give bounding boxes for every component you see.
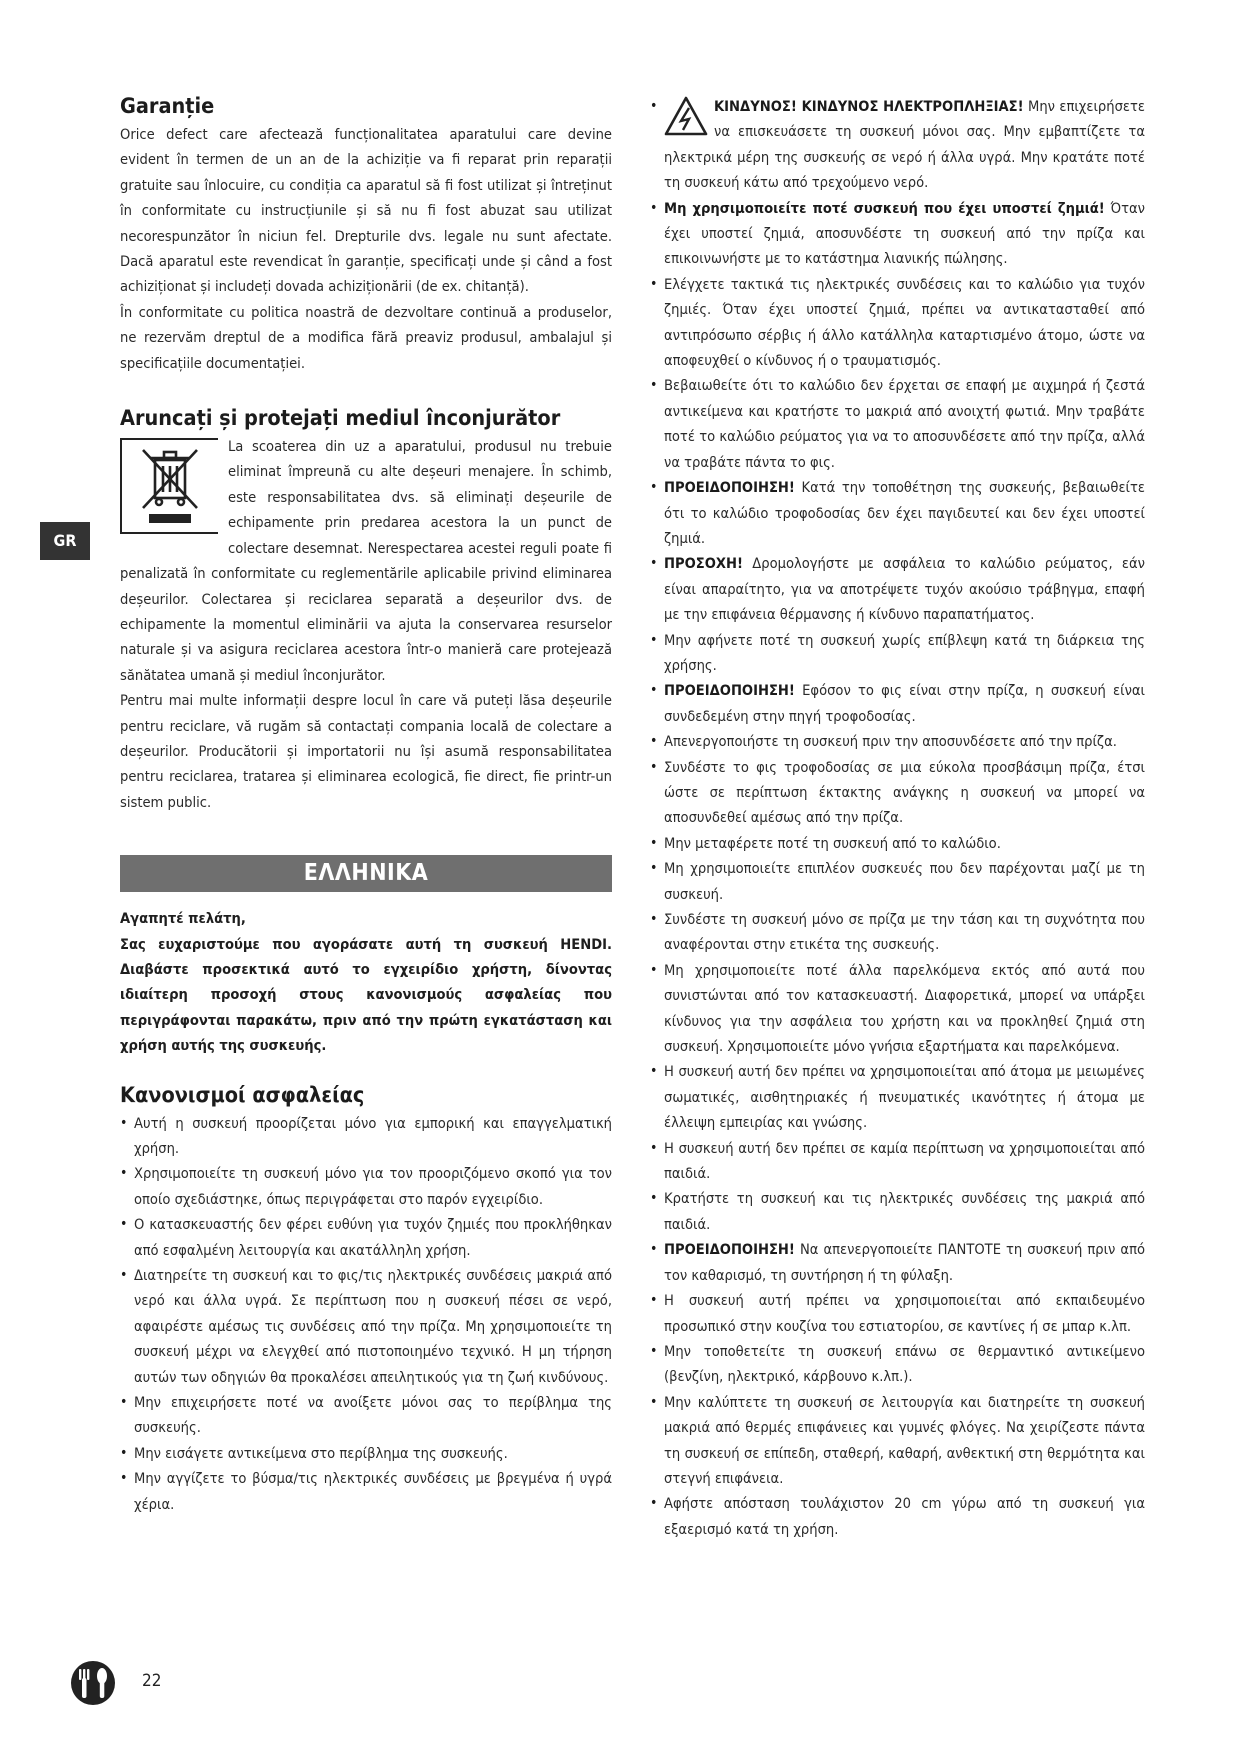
item-text: Να απενεργοποιείτε ΠΑΝΤΟΤΕ τη συσκευή πριν από τον καθαρισμό, τη συντήρηση ή τη φύλαξη. (664, 1241, 1145, 1284)
list-item (650, 1237, 1145, 1288)
item-text: Μη χρησιμοποιείτε επιπλέον συσκευές που δεν παρέχονται μαζί με τη συσκευή. (664, 860, 1145, 903)
language-tab: GR (40, 522, 90, 560)
item-text: Μην αφήνετε ποτέ τη συσκευή χωρίς επίβλεψη κατά τη διάρκεια της χρήσης. (664, 631, 1145, 674)
list-item: • Αυτή η συσκευή προορίζεται μόνο για εμπορική και επαγγελματική χρήση. (120, 1111, 612, 1162)
item-text: Μην μεταφέρετε ποτέ τη συσκευή από το καλώδιο. (664, 834, 1001, 852)
list-item (650, 1136, 1145, 1187)
list-item-danger (650, 94, 1145, 196)
item-text: Μην καλύπτετε τη συσκευή σε λειτουργία και διατηρείτε τη συσκευή μακριά από θερμές επιφάνειες και γυμνές φλόγες. Να χειρίζεστε πάντα τη συσκευή σε επίπεδη, σταθερή, καθαρή, ανθεκτική στη θερμότητα και στεγνή επιφάνεια. (664, 1393, 1145, 1487)
item-text: Μη χρησιμοποιείτε ποτέ άλλα παρελκόμενα εκτός από αυτά που συνιστώνται από τον κατασκευαστή. Διαφορετικά, μπορεί να υπάρξει κίνδυνος για την ασφάλεια του χρήστη και να προκληθεί ζημιά στη συσκευή. Χρησιμοποιείτε μόνο γνήσια εξαρτήματα και παρελκόμενα. (664, 961, 1145, 1056)
item-text: Η συσκευή αυτή πρέπει να χρησιμοποιείται από εκπαιδευμένο προσωπικό στην κουζίνα του εστιατορίου, σε καντίνες ή σε μπαρ κ.λπ. (664, 1292, 1145, 1335)
language-section-header: ΕΛΛΗΝΙΚΑ (120, 855, 612, 892)
list-item (650, 678, 1145, 729)
list-item (650, 1288, 1145, 1339)
crossed-out-bin-icon (120, 438, 218, 534)
item-lead: ΠΡΟΣΟΧΗ! (664, 555, 743, 573)
list-item (650, 831, 1145, 856)
list-item: • Ο κατασκευαστής δεν φέρει ευθύνη για τυχόν ζημιές που προκλήθηκαν από εσφαλμένη λειτουργία και ακατάλληλη χρήση. (120, 1212, 612, 1263)
list-item (650, 475, 1145, 551)
item-text: Εφόσον το φις είναι στην πρίζα, η συσκευή είναι συνδεδεμένη στην πηγή τροφοδοσίας. (664, 682, 1145, 725)
item-text: Βεβαιωθείτε ότι το καλώδιο δεν έρχεται σε επαφή με αιχμηρά ή ζεστά αντικείμενα και κρατήστε το μακριά από ανοιχτή φωτιά. Μην τραβάτε ποτέ το καλώδιο ρεύματος για να το αποσυνδέσετε από την πρίζα, αλλά να τραβάτε πάντα το φις. (664, 377, 1145, 471)
greeting: Αγαπητέ πελάτη, (120, 910, 246, 928)
right-column (650, 94, 1145, 1542)
item-lead: ΠΡΟΕΙΔΟΠΟΙΗΣΗ! (664, 479, 795, 497)
item-text: Η συσκευή αυτή δεν πρέπει σε καμία περίπτωση να χρησιμοποιείται από παιδιά. (664, 1139, 1145, 1183)
warranty-heading: Garanție (120, 94, 215, 119)
list-item (650, 729, 1145, 754)
warranty-paragraph-1: Orice defect care afectează funcționalitatea aparatului care devine evident în termen de un an de la achiziție va fi reparat prin reparații gratuite sau înlocuire, cu condiția ca aparatul să fi fost utilizat și întreținut în conformitate cu instrucțiunile și să nu fi fost abuzat sau utilizat necorespunzător în niciun fel. Drepturile dvs. legale nu sunt afectate. Dacă aparatul este revendicat în garanție, specificați unde și când a fost achiziționat și includeți dovada achiziționării (de ex. chitanță). (120, 126, 612, 296)
intro-paragraph: Σας ευχαριστούμε που αγοράσατε αυτή τη συσκευή HENDI. Διαβάστε προσεκτικά αυτό το εγχειρίδιο χρήστη, δίνοντας ιδιαίτερη προσοχή στους κανονισμούς ασφαλείας που περιγράφονται παρακάτω, πριν από την πρώτη εγκατάσταση και χρήση αυτής της συσκευής. (120, 935, 612, 1055)
electric-hazard-warning-icon (664, 96, 708, 136)
list-item (650, 958, 1145, 1060)
item-text: Αφήστε απόσταση τουλάχιστον 20 cm γύρω από τη συσκευή για εξαερισμό κατά τη χρήση. (664, 1495, 1145, 1538)
list-item (650, 628, 1145, 679)
environment-heading: Aruncați și protejați mediul înconjurător (120, 406, 561, 432)
environment-paragraph-2: Pentru mai multe informații despre locul în care vă puteți lăsa deșeurile pentru reciclare, vă rugăm să contactați compania locală de colectare a deșeurilor. Producătorii și importatorii nu își asumă responsabilitatea pentru reciclarea, tratarea și eliminarea ecologică, fie direct, fie printr-un sistem public. (120, 692, 612, 811)
list-item (650, 551, 1145, 627)
item-lead: ΠΡΟΕΙΔΟΠΟΙΗΣΗ! (664, 682, 795, 700)
list-item (650, 856, 1145, 907)
item-text: Συνδέστε το φις τροφοδοσίας σε μια εύκολα προσβάσιμη πρίζα, έτσι ώστε σε περίπτωση έκτακτης ανάγκης η συσκευή να μπορεί να αποσυνδεθεί αμέσως από την πρίζα. (664, 758, 1145, 827)
hendi-cutlery-logo-icon (70, 1660, 116, 1706)
safety-heading: Κανονισμοί ασφαλείας (120, 1082, 365, 1108)
warranty-paragraph-2: În conformitate cu politica noastră de dezvoltare continuă a produselor, ne rezervăm dreptul de a modifica fără preaviz produsul, ambalajul și specificațiile documentației. (120, 303, 612, 372)
item-text: Ελέγχετε τακτικά τις ηλεκτρικές συνδέσεις και το καλώδιο για τυχόν ζημιές. Όταν έχει υποστεί ζημιά, πρέπει να αντικατασταθεί από αντιπρόσωπο σέρβις ή άλλο κατάλληλα καταρτισμένο άτομο, ώστε να αποφευχθεί ο κίνδυνος ή ο τραυματισμός. (664, 275, 1145, 370)
item-text: Μην τοποθετείτε τη συσκευή επάνω σε θερμαντικό αντικείμενο (βενζίνη, ηλεκτρικό, κάρβουνο κ.λπ.). (664, 1342, 1145, 1386)
list-item: • Μην αγγίζετε το βύσμα/τις ηλεκτρικές συνδέσεις με βρεγμένα ή υγρά χέρια. (120, 1466, 612, 1517)
danger-text: Μην επιχειρήσετε να επισκευάσετε τη συσκευή μόνοι σας. Μην εμβαπτίζετε τα ηλεκτρικά μέρη της συσκευής σε νερό ή άλλα υγρά. Μην κρατάτε ποτέ τη συσκευή κάτω από τρεχούμενο νερό. (664, 98, 1145, 192)
list-item (650, 272, 1145, 374)
item-text: Η συσκευή αυτή δεν πρέπει να χρησιμοποιείται από άτομα με μειωμένες σωματικές, αισθητηριακές ή πνευματικές ικανότητες ή άτομα με έλλειψη εμπειρίας και γνώσης. (664, 1063, 1145, 1132)
safety-list-left (120, 1111, 612, 1518)
item-lead: ΠΡΟΕΙΔΟΠΟΙΗΣΗ! (664, 1241, 795, 1259)
item-text: Κρατήστε τη συσκευή και τις ηλεκτρικές συνδέσεις της μακριά από παιδιά. (664, 1190, 1145, 1233)
item-text: Δρομολογήστε με ασφάλεια το καλώδιο ρεύματος, εάν είναι απαραίτητο, για να αποτρέψετε τυχόν ακούσιο τράβηγμα, επαφή με την επιφάνεια θέρμανσης ή κίνδυνο παραπατήματος. (664, 555, 1145, 624)
page-number: 22 (142, 1671, 162, 1691)
list-item: • Μην επιχειρήσετε ποτέ να ανοίξετε μόνοι σας το περίβλημα της συσκευής. (120, 1390, 612, 1441)
list-item (650, 1186, 1145, 1237)
item-text: Συνδέστε τη συσκευή μόνο σε πρίζα με την τάση και τη συχνότητα που αναφέρονται στην ετικέτα της συσκευής. (664, 911, 1145, 954)
list-item (650, 373, 1145, 475)
left-column (120, 94, 612, 1517)
list-item (650, 1339, 1145, 1390)
danger-lead: ΚΙΝΔΥΝΟΣ! ΚΙΝΔΥΝΟΣ ΗΛΕΚΤΡΟΠΛΗΞΙΑΣ! (714, 98, 1024, 115)
item-text: Όταν έχει υποστεί ζημιά, αποσυνδέστε τη συσκευή από την πρίζα και επικοινωνήστε με το κατάστημα λιανικής πώλησης. (664, 199, 1145, 268)
list-item: • Διατηρείτε τη συσκευή και το φις/τις ηλεκτρικές συνδέσεις μακριά από νερό και άλλα υγρά. Σε περίπτωση που η συσκευή πέσει σε νερό, αφαιρέστε αμέσως τις συνδέσεις από την πρίζα. Μη χρησιμοποιείτε τη συσκευή μέχρι να ελεγχθεί από πιστοποιημένο τεχνικό. Η μη τήρηση αυτών των οδηγιών θα προκαλέσει απειλητικούς για τη ζωή κινδύνους. (120, 1263, 612, 1390)
list-item (650, 1059, 1145, 1135)
list-item: • Μην εισάγετε αντικείμενα στο περίβλημα της συσκευής. (120, 1441, 612, 1466)
safety-list-right (650, 94, 1145, 1542)
list-item (650, 1491, 1145, 1542)
item-lead: Μη χρησιμοποιείτε ποτέ συσκευή που έχει υποστεί ζημιά! (664, 199, 1105, 217)
item-text: Κατά την τοποθέτηση της συσκευής, βεβαιωθείτε ότι το καλώδιο τροφοδοσίας δεν έχει παγιδευτεί και δεν έχει υποστεί ζημιά. (664, 479, 1145, 547)
list-item (650, 196, 1145, 272)
list-item (650, 1390, 1145, 1492)
list-item: • Χρησιμοποιείτε τη συσκευή μόνο για τον προοριζόμενο σκοπό για τον οποίο σχεδιάστηκε, όπως περιγράφεται στο παρόν εγχειρίδιο. (120, 1161, 612, 1212)
environment-section (120, 434, 612, 815)
list-item (650, 755, 1145, 831)
environment-paragraph-1: La scoaterea din uz a aparatului, produsul nu trebuie eliminat împreună cu alte deșeuri menajere. În schimb, este responsabilitatea dvs. să eliminați deșeurile de echipamente prin predarea acestora la un punct de colectare desemnat. Nerespectarea acestei reguli poate fi penalizată în conformitate cu reglementările aplicabile privind eliminarea deșeurilor. Colectarea și reciclarea separată a deșeurilor dvs. de echipamente la momentul eliminării va ajuta la conservarea resurselor naturale și va asigura reciclarea acestora într-o manieră care protejează sănătatea umană și mediul înconjurător. (120, 438, 612, 684)
list-item (650, 907, 1145, 958)
item-text: Απενεργοποιήστε τη συσκευή πριν την αποσυνδέσετε από την πρίζα. (664, 733, 1117, 751)
